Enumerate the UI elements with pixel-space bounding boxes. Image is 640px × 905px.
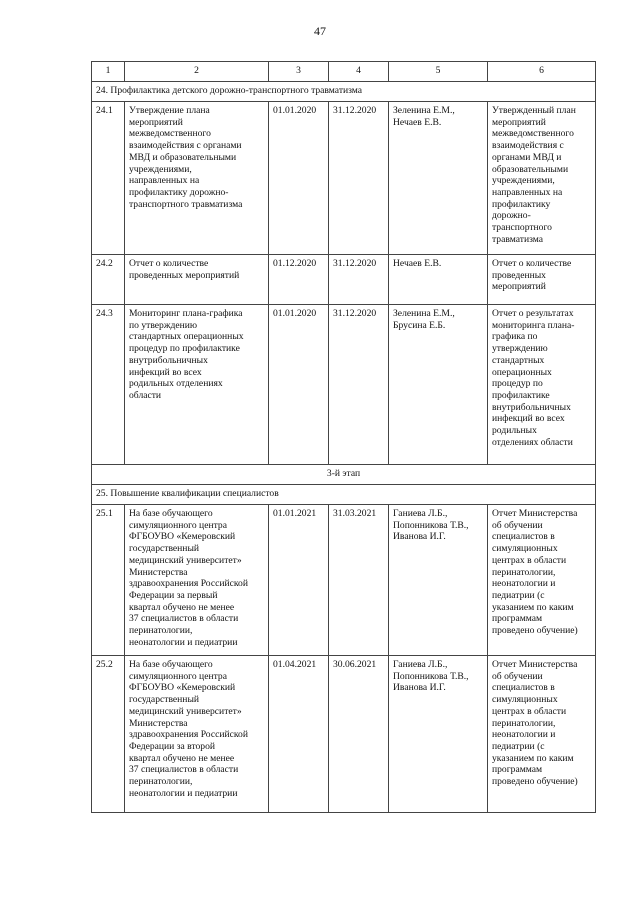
stage-row (92, 465, 596, 485)
section-row (92, 82, 596, 102)
plan-table (91, 61, 596, 813)
column-number-6: 6 (488, 62, 596, 82)
start-date-cell: 01.01.2021 (269, 505, 329, 656)
result-cell: Отчет Министерства об обучении специалистов в симуляционных центрах в области перинатологии, неонатологии и педиатрии (с указанием по каким программам проведено обучение) (488, 505, 596, 656)
table-row (92, 305, 596, 465)
column-number-2: 2 (125, 62, 269, 82)
result-cell: Утвержденный план мероприятий межведомственного взаимодействия с органами МВД и образовательными учреждениями, направленных на профилактику дорожно- транспортного травматизма (488, 102, 596, 255)
result-cell: Отчет о количестве проведенных мероприятий (488, 255, 596, 305)
column-number-4: 4 (329, 62, 389, 82)
end-date-cell: 31.03.2021 (329, 505, 389, 656)
result-cell: Отчет Министерства об обучении специалистов в симуляционных центрах в области перинатологии, неонатологии и педиатрии (с указанием по каким программам проведено обучение) (488, 656, 596, 813)
column-number-3: 3 (269, 62, 329, 82)
start-date-cell: 01.01.2020 (269, 305, 329, 465)
table-row (92, 505, 596, 656)
table-row (92, 255, 596, 305)
table-header-row (92, 62, 596, 82)
row-number: 24.3 (92, 305, 125, 465)
column-number-1: 1 (92, 62, 125, 82)
result-cell: Отчет о результатах мониторинга плана- графика по утверждению стандартных операционных процедур по профилактике внутрибольничных инфекций во всех родильных отделениях области (488, 305, 596, 465)
end-date-cell: 31.12.2020 (329, 305, 389, 465)
responsible-cell: Ганиева Л.Б., Попонникова Т.В., Иванова И.Г. (389, 656, 488, 813)
start-date-cell: 01.04.2021 (269, 656, 329, 813)
row-number: 24.2 (92, 255, 125, 305)
section-row (92, 485, 596, 505)
task-cell: На базе обучающего симуляционного центра ФГБОУВО «Кемеровский государственный медицинский университет» Министерства здравоохранения Российской Федерации за второй квартал обучено не менее 37 специалистов в области перинатологии, неонатологии и педиатрии (125, 656, 269, 813)
table-row (92, 656, 596, 813)
section-title-25: 25. Повышение квалификации специалистов (92, 485, 596, 505)
task-cell: Отчет о количестве проведенных мероприятий (125, 255, 269, 305)
table-row (92, 102, 596, 255)
page-number: 47 (314, 24, 326, 38)
responsible-cell: Ганиева Л.Б., Попонникова Т.В., Иванова И.Г. (389, 505, 488, 656)
end-date-cell: 31.12.2020 (329, 255, 389, 305)
row-number: 25.1 (92, 505, 125, 656)
end-date-cell: 31.12.2020 (329, 102, 389, 255)
responsible-cell: Зеленина Е.М., Брусина Е.Б. (389, 305, 488, 465)
task-cell: На базе обучающего симуляционного центра ФГБОУВО «Кемеровский государственный медицинский университет» Министерства здравоохранения Российской Федерации за первый квартал обучено не менее 37 специалистов в области перинатологии, неонатологии и педиатрии (125, 505, 269, 656)
responsible-cell: Зеленина Е.М., Нечаев Е.В. (389, 102, 488, 255)
section-title-24: 24. Профилактика детского дорожно-транспортного травматизма (92, 82, 596, 102)
task-cell: Мониторинг плана-графика по утверждению стандартных операционных процедур по профилактике внутрибольничных инфекций во всех родильных отделениях области (125, 305, 269, 465)
row-number: 25.2 (92, 656, 125, 813)
task-cell: Утверждение плана мероприятий межведомственного взаимодействия с органами МВД и образовательными учреждениями, направленных на профилактику дорожно- транспортного травматизма (125, 102, 269, 255)
start-date-cell: 01.01.2020 (269, 102, 329, 255)
end-date-cell: 30.06.2021 (329, 656, 389, 813)
column-number-5: 5 (389, 62, 488, 82)
responsible-cell: Нечаев Е.В. (389, 255, 488, 305)
stage-title: 3-й этап (92, 465, 596, 485)
start-date-cell: 01.12.2020 (269, 255, 329, 305)
row-number: 24.1 (92, 102, 125, 255)
